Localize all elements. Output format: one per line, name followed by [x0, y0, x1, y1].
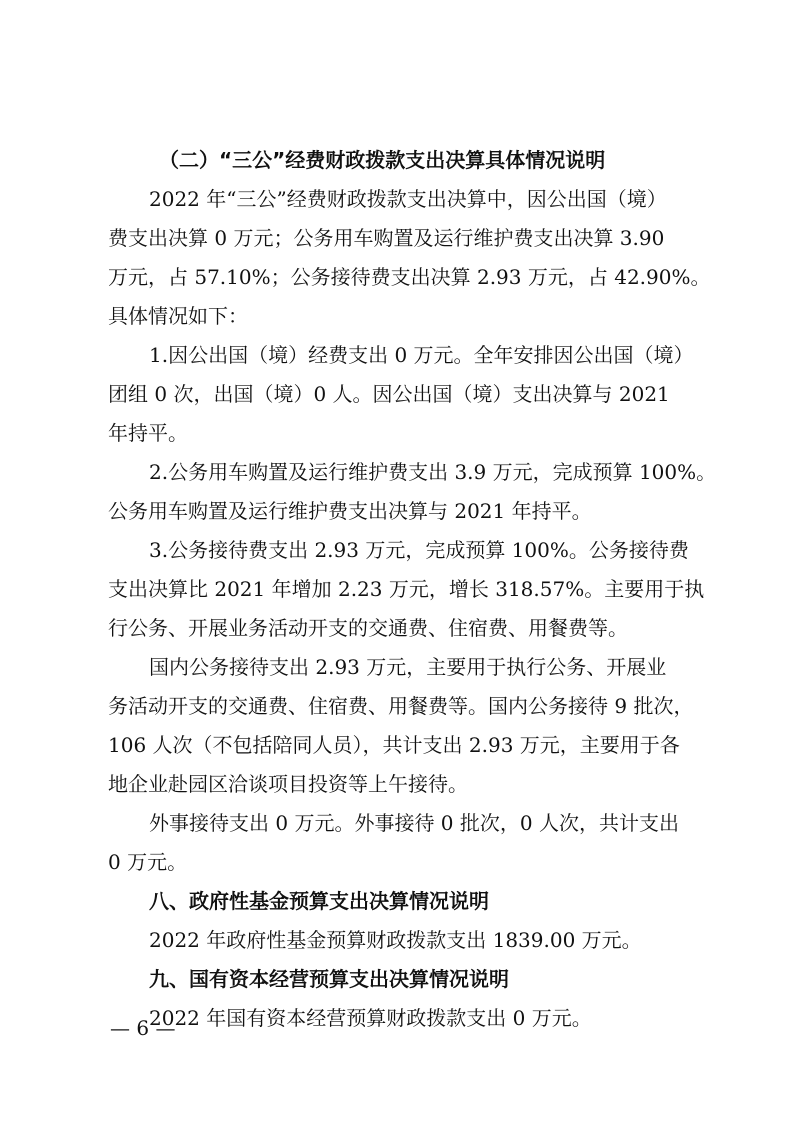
paragraph-line: 2022 年“三公”经费财政拨款支出决算中，因公出国（境） [149, 187, 667, 211]
paragraph-line: 费支出决算 0 万元；公务用车购置及运行维护费支出决算 3.90 [108, 226, 665, 250]
paragraph-line: 国内公务接待支出 2.93 万元，主要用于执行公务、开展业 [149, 655, 667, 679]
paragraph-line: 行公务、开展业务活动开支的交通费、住宿费、用餐费等。 [108, 616, 628, 640]
page-number: — 6 — [110, 1016, 176, 1040]
paragraph-line: 2022 年政府性基金预算财政拨款支出 1839.00 万元。 [149, 928, 642, 952]
paragraph-line: 公务用车购置及运行维护费支出决算与 2021 年持平。 [108, 499, 592, 523]
paragraph-line: 1.因公出国（境）经费支出 0 万元。全年安排因公出国（境） [149, 343, 694, 367]
paragraph-line: 万元，占 57.10%；公务接待费支出决算 2.93 万元，占 42.90%。 [108, 265, 711, 289]
paragraph-line: 2.公务用车购置及运行维护费支出 3.9 万元，完成预算 100%。 [149, 460, 717, 484]
paragraph-line: 团组 0 次，出国（境）0 人。因公出国（境）支出决算与 2021 [108, 382, 670, 406]
paragraph-line: 3.公务接待费支出 2.93 万元，完成预算 100%。公务接待费 [149, 538, 689, 562]
paragraph-line: 106 人次（不包括陪同人员），共计支出 2.93 万元，主要用于各 [108, 733, 680, 757]
section-heading-sangong: （二）“三公”经费财政拨款支出决算具体情况说明 [159, 148, 606, 172]
paragraph-line: 支出决算比 2021 年增加 2.23 万元，增长 318.57%。主要用于执 [108, 577, 705, 601]
section-heading-state-capital: 九、国有资本经营预算支出决算情况说明 [149, 967, 509, 991]
paragraph-line: 0 万元。 [108, 850, 188, 874]
paragraph-line: 地企业赴园区洽谈项目投资等上午接待。 [108, 772, 468, 796]
paragraph-line: 2022 年国有资本经营预算财政拨款支出 0 万元。 [149, 1006, 592, 1030]
paragraph-line: 外事接待支出 0 万元。外事接待 0 批次，0 人次，共计支出 [149, 811, 679, 835]
paragraph-line: 年持平。 [108, 421, 188, 445]
paragraph-line: 具体情况如下： [108, 304, 248, 328]
paragraph-line: 务活动开支的交通费、住宿费、用餐费等。国内公务接待 9 批次， [108, 694, 694, 718]
section-heading-government-fund: 八、政府性基金预算支出决算情况说明 [149, 889, 489, 913]
